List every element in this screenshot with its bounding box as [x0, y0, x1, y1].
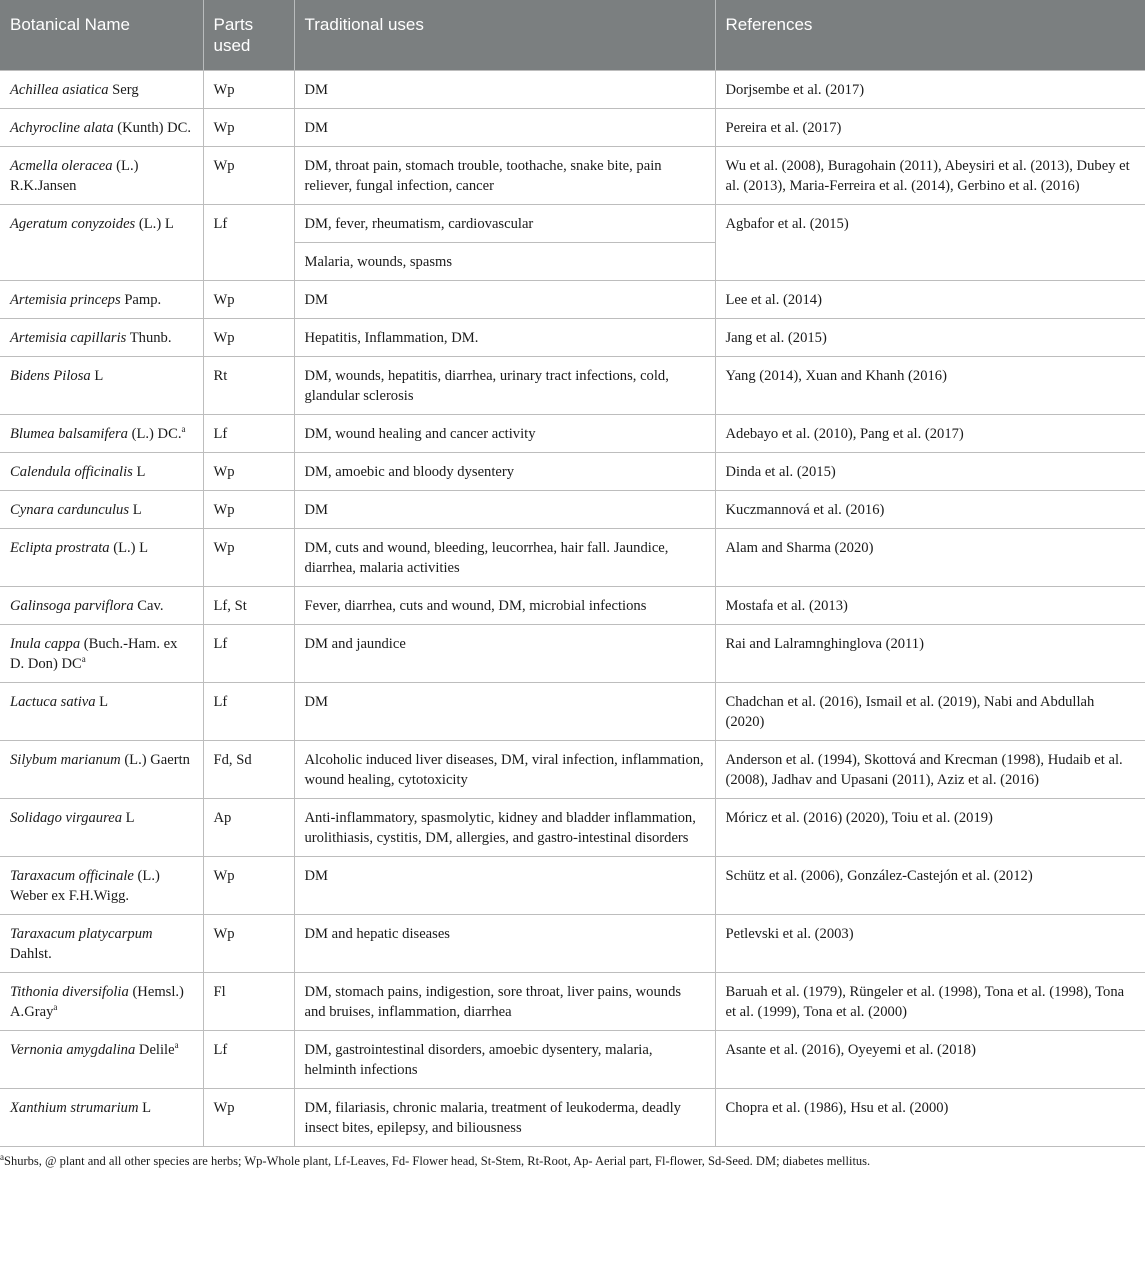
table-row	[0, 147, 1145, 205]
cell-references: Adebayo et al. (2010), Pang et al. (2017)	[715, 415, 1145, 453]
cell-references: Alam and Sharma (2020)	[715, 529, 1145, 587]
cell-parts-used: Fd, Sd	[203, 741, 294, 799]
footnote-marker: a	[181, 424, 186, 435]
cell-traditional-uses: DM, stomach pains, indigestion, sore throat, liver pains, wounds and bruises, inflammation, diarrhea	[294, 973, 715, 1031]
author-name: (L.) DC.	[127, 426, 182, 442]
species-name: Eclipta prostrata	[10, 540, 110, 556]
table-row	[0, 71, 1145, 109]
cell-traditional-uses: DM	[294, 281, 715, 319]
cell-botanical-name	[0, 71, 203, 109]
cell-references: Yang (2014), Xuan and Khanh (2016)	[715, 357, 1145, 415]
cell-parts-used: Lf	[203, 415, 294, 453]
cell-botanical-name	[0, 587, 203, 625]
cell-references: Schütz et al. (2006), González-Castejón et al. (2012)	[715, 857, 1145, 915]
cell-parts-used: Lf	[203, 625, 294, 683]
species-name: Solidago virgaurea	[10, 810, 123, 826]
cell-traditional-uses: Hepatitis, Inflammation, DM.	[294, 319, 715, 357]
table-row	[0, 453, 1145, 491]
cell-references: Móricz et al. (2016) (2020), Toiu et al. (2019)	[715, 799, 1145, 857]
author-name: L	[90, 368, 104, 384]
species-name: Achyrocline alata	[10, 120, 114, 136]
cell-traditional-uses: Alcoholic induced liver diseases, DM, viral infection, inflammation, wound healing, cytotoxicity	[294, 741, 715, 799]
cell-traditional-uses: DM	[294, 683, 715, 741]
cell-botanical-name	[0, 1031, 203, 1089]
species-name: Cynara cardunculus	[10, 502, 130, 518]
cell-parts-used: Wp	[203, 453, 294, 491]
cell-botanical-name	[0, 453, 203, 491]
header-references: References	[715, 0, 1145, 71]
cell-botanical-name	[0, 857, 203, 915]
table-body	[0, 71, 1145, 1147]
cell-traditional-uses: Fever, diarrhea, cuts and wound, DM, microbial infections	[294, 587, 715, 625]
cell-references: Chopra et al. (1986), Hsu et al. (2000)	[715, 1089, 1145, 1147]
author-name: (L.) Weber ex F.H.Wigg.	[10, 868, 160, 904]
author-name: Dahlst.	[10, 946, 52, 962]
species-name: Taraxacum officinale	[10, 868, 134, 884]
cell-parts-used: Wp	[203, 319, 294, 357]
cell-references: Kuczmannová et al. (2016)	[715, 491, 1145, 529]
cell-references: Dinda et al. (2015)	[715, 453, 1145, 491]
species-name: Taraxacum platycarpum	[10, 926, 153, 942]
footnote-marker: a	[174, 1040, 179, 1051]
header-parts-used: Parts used	[203, 0, 294, 71]
author-name: Cav.	[133, 598, 164, 614]
cell-traditional-uses: DM, wound healing and cancer activity	[294, 415, 715, 453]
cell-botanical-name	[0, 1089, 203, 1147]
cell-traditional-uses: DM	[294, 71, 715, 109]
cell-parts-used: Wp	[203, 915, 294, 973]
cell-traditional-uses: Anti-inflammatory, spasmolytic, kidney and bladder inflammation, urolithiasis, cystitis, DM, allergies, and gastro-intestinal disorders	[294, 799, 715, 857]
cell-references: Dorjsembe et al. (2017)	[715, 71, 1145, 109]
cell-parts-used: Lf, St	[203, 587, 294, 625]
cell-references: Rai and Lalramnghinglova (2011)	[715, 625, 1145, 683]
author-name: L	[132, 464, 146, 480]
cell-traditional-uses: DM, wounds, hepatitis, diarrhea, urinary tract infections, cold, glandular sclerosis	[294, 357, 715, 415]
cell-traditional-uses: DM, fever, rheumatism, cardiovascular	[294, 205, 715, 243]
species-name: Galinsoga parviflora	[10, 598, 134, 614]
cell-botanical-name	[0, 319, 203, 357]
cell-botanical-name	[0, 529, 203, 587]
species-name: Lactuca sativa	[10, 694, 96, 710]
author-name: L	[129, 502, 142, 518]
cell-parts-used: Wp	[203, 147, 294, 205]
cell-references: Mostafa et al. (2013)	[715, 587, 1145, 625]
cell-parts-used: Ap	[203, 799, 294, 857]
cell-botanical-name	[0, 625, 203, 683]
cell-traditional-uses: DM and hepatic diseases	[294, 915, 715, 973]
cell-parts-used: Fl	[203, 973, 294, 1031]
cell-botanical-name	[0, 281, 203, 319]
cell-parts-used: Lf	[203, 683, 294, 741]
table-row	[0, 799, 1145, 857]
table-row	[0, 357, 1145, 415]
cell-references: Jang et al. (2015)	[715, 319, 1145, 357]
table-row	[0, 415, 1145, 453]
species-name: Inula cappa	[10, 636, 81, 652]
cell-parts-used: Wp	[203, 857, 294, 915]
cell-botanical-name	[0, 915, 203, 973]
table-row	[0, 319, 1145, 357]
table-row	[0, 529, 1145, 587]
species-name: Vernonia amygdalina	[10, 1042, 136, 1058]
footnote-mark: a	[0, 1151, 4, 1162]
footnote-marker: a	[81, 654, 86, 665]
species-name: Xanthium strumarium	[10, 1100, 139, 1116]
cell-traditional-uses: DM	[294, 857, 715, 915]
cell-parts-used: Wp	[203, 1089, 294, 1147]
cell-traditional-uses: DM, cuts and wound, bleeding, leucorrhea, hair fall. Jaundice, diarrhea, malaria activities	[294, 529, 715, 587]
author-name: (L.) L	[135, 216, 174, 232]
table-row	[0, 109, 1145, 147]
author-name: Thunb.	[126, 330, 172, 346]
cell-references: Baruah et al. (1979), Rüngeler et al. (1998), Tona et al. (1998), Tona et al. (1999), Tona et al. (2000)	[715, 973, 1145, 1031]
cell-references: Anderson et al. (1994), Skottová and Krecman (1998), Hudaib et al. (2008), Jadhav and Upasani (2011), Aziz et al. (2016)	[715, 741, 1145, 799]
species-name: Blumea balsamifera	[10, 426, 128, 442]
cell-parts-used: Wp	[203, 281, 294, 319]
species-name: Artemisia capillaris	[10, 330, 127, 346]
cell-botanical-name	[0, 205, 203, 281]
cell-references: Lee et al. (2014)	[715, 281, 1145, 319]
table-row	[0, 1089, 1145, 1147]
cell-parts-used: Lf	[203, 1031, 294, 1089]
cell-botanical-name	[0, 741, 203, 799]
author-name: L	[122, 810, 135, 826]
species-name: Achillea asiatica	[10, 82, 109, 98]
table-row	[0, 683, 1145, 741]
cell-botanical-name	[0, 683, 203, 741]
author-name: L	[138, 1100, 152, 1116]
species-name: Calendula officinalis	[10, 464, 133, 480]
author-name: Delile	[135, 1042, 175, 1058]
footnote-text: Shurbs, @ plant and all other species are herbs; Wp-Whole plant, Lf-Leaves, Fd- Flower head, St-Stem, Rt-Root, Ap- Aerial part, Fl-flower, Sd-Seed. DM; diabetes mellitus.	[4, 1154, 871, 1168]
table-header-row	[0, 0, 1145, 71]
table-row	[0, 491, 1145, 529]
table-row	[0, 281, 1145, 319]
cell-references: Wu et al. (2008), Buragohain (2011), Abeysiri et al. (2013), Dubey et al. (2013), Maria-Ferreira et al. (2014), Gerbino et al. (2016)	[715, 147, 1145, 205]
author-name: (L.) Gaertn	[120, 752, 190, 768]
author-name: (Kunth) DC.	[113, 120, 192, 136]
cell-traditional-uses: DM, amoebic and bloody dysentery	[294, 453, 715, 491]
author-name: (L.) R.K.Jansen	[10, 158, 139, 194]
cell-botanical-name	[0, 109, 203, 147]
cell-traditional-uses: DM, filariasis, chronic malaria, treatment of leukoderma, deadly insect bites, epilepsy, and biliousness	[294, 1089, 715, 1147]
cell-traditional-uses: Malaria, wounds, spasms	[294, 243, 715, 281]
table-footnote	[0, 1147, 1145, 1169]
cell-parts-used: Wp	[203, 109, 294, 147]
table-row	[0, 741, 1145, 799]
cell-references: Asante et al. (2016), Oyeyemi et al. (2018)	[715, 1031, 1145, 1089]
table-row	[0, 973, 1145, 1031]
species-name: Bidens Pilosa	[10, 368, 91, 384]
header-botanical-name: Botanical Name	[0, 0, 203, 71]
author-name: L	[95, 694, 109, 710]
cell-botanical-name	[0, 415, 203, 453]
cell-traditional-uses: DM, gastrointestinal disorders, amoebic dysentery, malaria, helminth infections	[294, 1031, 715, 1089]
cell-botanical-name	[0, 357, 203, 415]
cell-references: Agbafor et al. (2015)	[715, 205, 1145, 281]
cell-parts-used: Rt	[203, 357, 294, 415]
author-name: Serg	[108, 82, 139, 98]
cell-parts-used: Lf	[203, 205, 294, 281]
header-traditional-uses: Traditional uses	[294, 0, 715, 71]
table-row	[0, 205, 1145, 243]
cell-traditional-uses: DM	[294, 109, 715, 147]
species-name: Ageratum conyzoides	[10, 216, 136, 232]
species-name: Silybum marianum	[10, 752, 121, 768]
author-name: (Buch.-Ham. ex D. Don) DC	[10, 636, 178, 672]
cell-botanical-name	[0, 147, 203, 205]
cell-references: Chadchan et al. (2016), Ismail et al. (2019), Nabi and Abdullah (2020)	[715, 683, 1145, 741]
species-name: Acmella oleracea	[10, 158, 113, 174]
cell-traditional-uses: DM and jaundice	[294, 625, 715, 683]
table-row	[0, 1031, 1145, 1089]
cell-references: Petlevski et al. (2003)	[715, 915, 1145, 973]
footnote-marker: a	[53, 1002, 58, 1013]
author-name: Pamp.	[120, 292, 162, 308]
cell-botanical-name	[0, 491, 203, 529]
table-row	[0, 587, 1145, 625]
cell-parts-used: Wp	[203, 529, 294, 587]
cell-parts-used: Wp	[203, 491, 294, 529]
cell-traditional-uses: DM	[294, 491, 715, 529]
cell-botanical-name	[0, 973, 203, 1031]
table-row	[0, 857, 1145, 915]
species-name: Artemisia princeps	[10, 292, 121, 308]
table-row	[0, 625, 1145, 683]
cell-parts-used: Wp	[203, 71, 294, 109]
cell-botanical-name	[0, 799, 203, 857]
table-row	[0, 915, 1145, 973]
cell-traditional-uses: DM, throat pain, stomach trouble, toothache, snake bite, pain reliever, fungal infection, cancer	[294, 147, 715, 205]
author-name: (L.) L	[109, 540, 149, 556]
species-name: Tithonia diversifolia	[10, 984, 129, 1000]
author-name: (Hemsl.) A.Gray	[10, 984, 184, 1020]
cell-references: Pereira et al. (2017)	[715, 109, 1145, 147]
